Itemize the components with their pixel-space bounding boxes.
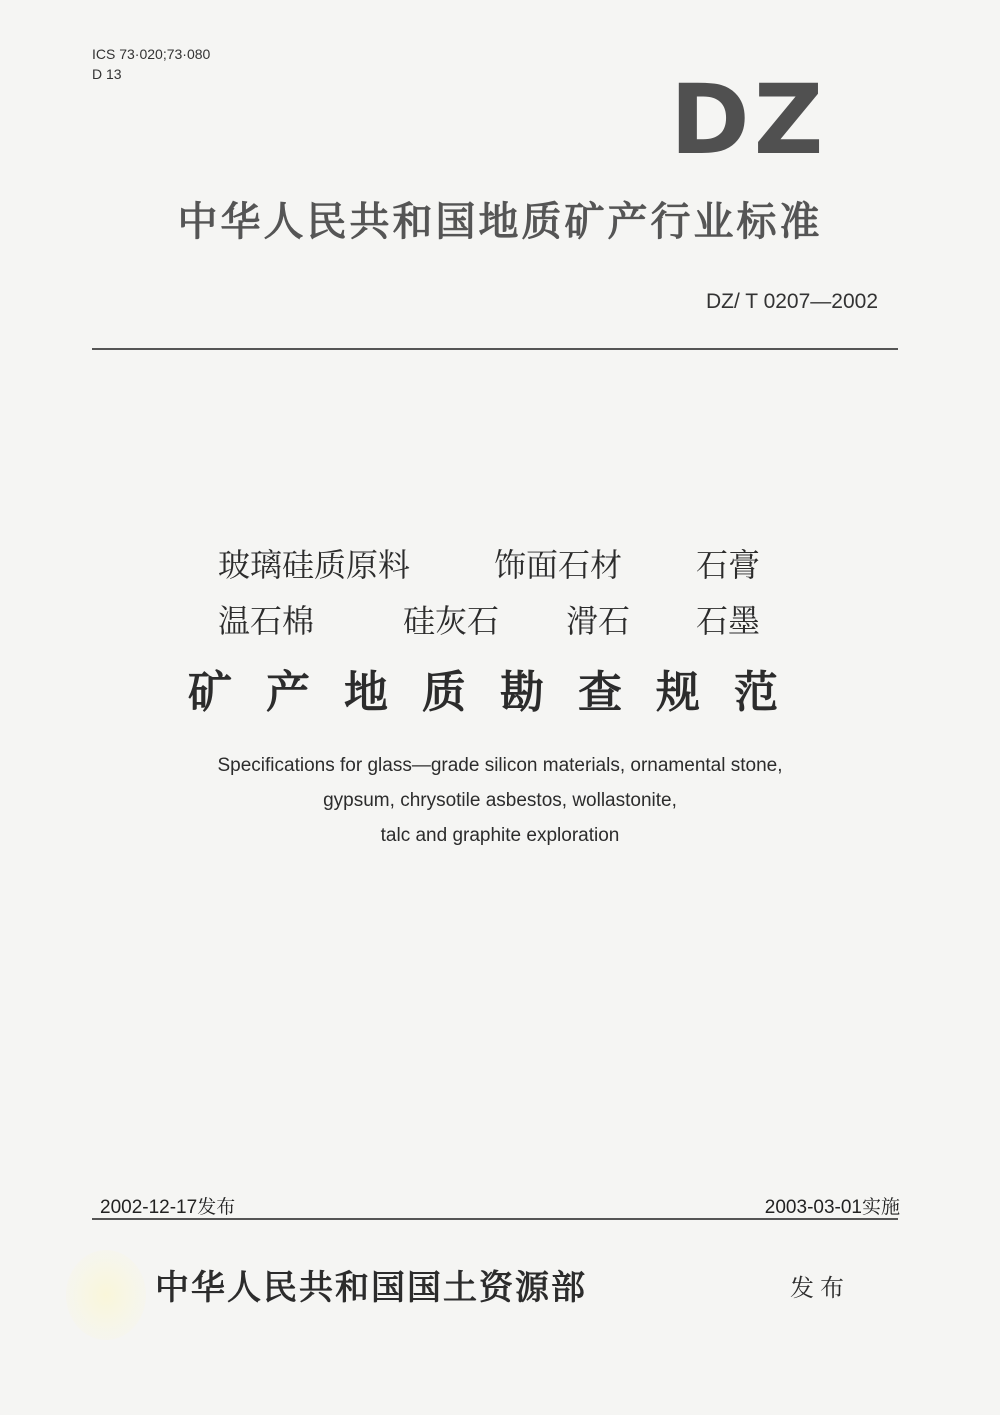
effective-date: 2003-03-01实施 <box>764 1197 900 1218</box>
publish-date: 2002-12-17发布 <box>100 1197 236 1218</box>
english-title-line: talc and graphite exploration <box>380 825 620 846</box>
english-title-line: Specifications for glass—grade silicon materials, ornamental stone, <box>217 755 783 776</box>
bottom-divider <box>92 1218 898 1220</box>
title-item-ornamental-stone: 饰面石材 <box>494 546 623 584</box>
standard-category: 中华人民共和国地质矿产行业标准 <box>177 199 823 245</box>
title-item-wollastonite: 硅灰石 <box>403 602 500 640</box>
issuer-name: 中华人民共和国国土资源部 <box>155 1268 587 1308</box>
standard-number: DZ/ T 0207—2002 <box>706 290 878 313</box>
english-title <box>100 748 900 853</box>
issuer-action: 发布 <box>790 1274 850 1302</box>
dz-logo: DZ <box>670 64 828 176</box>
title-item-chrysotile: 温石棉 <box>218 602 315 640</box>
title-item-gypsum: 石膏 <box>696 546 761 584</box>
title-item-talc: 滑石 <box>566 602 631 640</box>
main-title: 矿产地质勘查规范 <box>188 667 812 718</box>
title-item-graphite: 石墨 <box>696 602 761 640</box>
paper-stain <box>66 1250 146 1340</box>
top-divider <box>92 348 898 350</box>
classification-codes <box>92 44 210 84</box>
class-code: D 13 <box>92 66 122 82</box>
ics-code: ICS 73·020;73·080 <box>92 46 211 62</box>
english-title-line: gypsum, chrysotile asbestos, wollastonite, <box>323 790 677 811</box>
title-item-glass-silicon: 玻璃硅质原料 <box>218 546 411 584</box>
